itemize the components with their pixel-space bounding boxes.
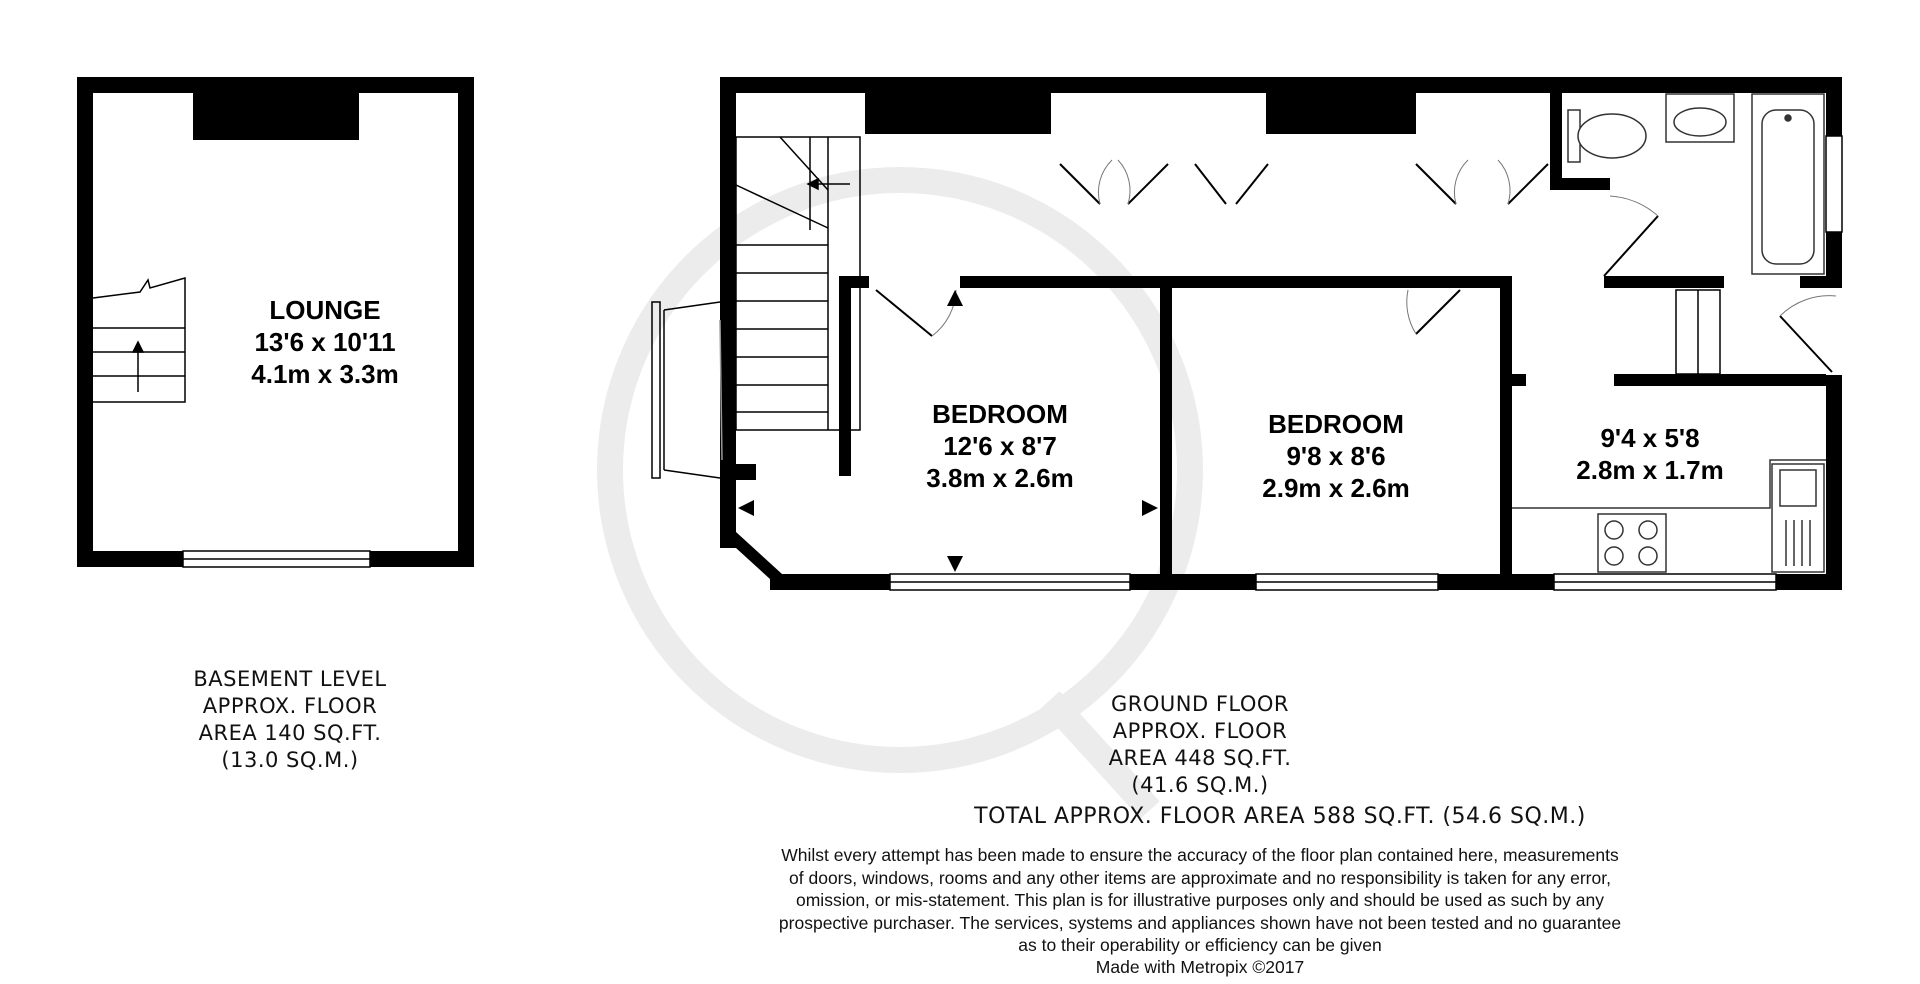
metropix-credit: Made with Metropix ©2017 bbox=[1095, 957, 1305, 977]
bedroom1-label bbox=[870, 398, 1130, 494]
total-floor-area: TOTAL APPROX. FLOOR AREA 588 SQ.FT. (54.6 SQ.M.) bbox=[974, 804, 1586, 829]
lounge-size-metric: 4.1m x 3.3m bbox=[251, 359, 399, 389]
bedroom1-size-imperial: 12'6 x 8'7 bbox=[943, 431, 1057, 461]
ground-caption-line-2: APPROX. FLOOR bbox=[1112, 719, 1288, 743]
basement-caption-line-2: APPROX. FLOOR bbox=[202, 694, 378, 718]
disclaimer-line-2: of doors, windows, rooms and any other items are approximate and no responsibility is taken for any error, bbox=[789, 867, 1611, 888]
kitchen-size-metric: 2.8m x 1.7m bbox=[1576, 455, 1724, 485]
chimney-breast bbox=[193, 92, 359, 140]
disclaimer-line-4: prospective purchaser. The services, systems and appliances shown have not been tested and no guarantee bbox=[778, 912, 1622, 933]
cupboard-doors bbox=[1060, 160, 1548, 204]
entrance-bay bbox=[652, 302, 722, 478]
lounge-size-imperial: 13'6 x 10'11 bbox=[254, 327, 396, 357]
basement-window bbox=[183, 551, 370, 567]
kitchen-size-imperial: 9'4 x 5'8 bbox=[1600, 423, 1700, 453]
ground-floor-walls bbox=[720, 77, 1842, 590]
ground-caption-line-4: (41.6 SQ.M.) bbox=[1131, 773, 1269, 797]
bedroom2-size-metric: 2.9m x 2.6m bbox=[1262, 473, 1410, 503]
lounge-name: LOUNGE bbox=[269, 295, 381, 325]
hall-cupboard bbox=[1676, 290, 1720, 374]
disclaimer-line-5: as to their operability or efficiency can be given bbox=[1018, 935, 1382, 955]
bedroom1-name: BEDROOM bbox=[932, 399, 1068, 429]
basement-caption-line-4: (13.0 SQ.M.) bbox=[221, 748, 359, 772]
basement-staircase bbox=[93, 278, 185, 402]
ground-caption-line-1: GROUND FLOOR bbox=[1111, 692, 1289, 716]
basement-caption bbox=[150, 666, 430, 774]
bedroom2-name: BEDROOM bbox=[1268, 409, 1404, 439]
lounge-label bbox=[210, 294, 440, 390]
disclaimer-line-1: Whilst every attempt has been made to ensure the accuracy of the floor plan contained here, measurements bbox=[781, 845, 1619, 865]
disclaimer-line-3: omission, or mis-statement. This plan is for illustrative purposes only and should be used as such by any bbox=[796, 890, 1604, 910]
kitchen-label bbox=[1540, 422, 1760, 486]
disclaimer bbox=[660, 844, 1740, 957]
ground-caption-line-3: AREA 448 SQ.FT. bbox=[1108, 746, 1292, 770]
toilet-bowl-icon bbox=[1578, 114, 1646, 158]
basement-caption-line-3: AREA 140 SQ.FT. bbox=[198, 721, 382, 745]
basement-caption-line-1: BASEMENT LEVEL bbox=[193, 667, 387, 691]
bedroom2-label bbox=[1216, 408, 1456, 504]
ground-floor-plan bbox=[652, 77, 1842, 590]
bedroom2-size-imperial: 9'8 x 8'6 bbox=[1286, 441, 1386, 471]
ground-floor-caption bbox=[1060, 691, 1340, 799]
bedroom1-size-metric: 3.8m x 2.6m bbox=[926, 463, 1074, 493]
